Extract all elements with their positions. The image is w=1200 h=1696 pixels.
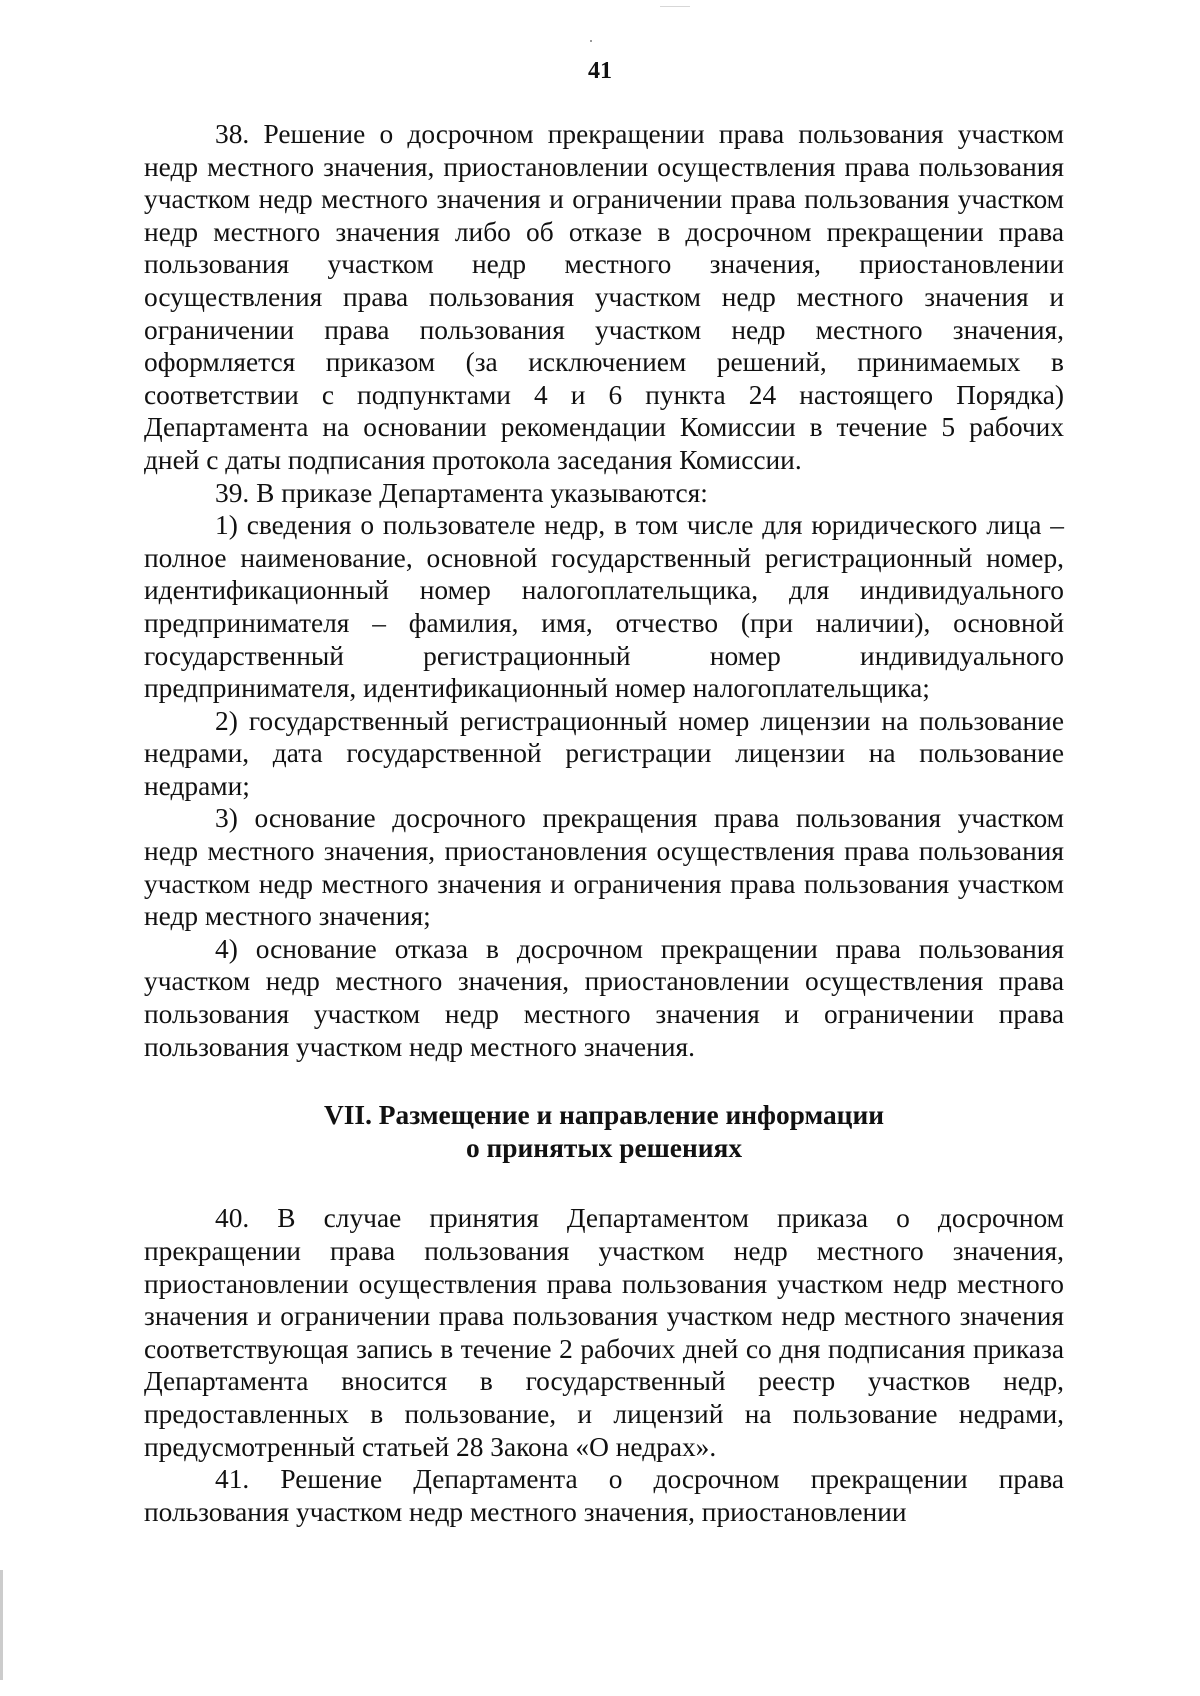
scan-speck-top xyxy=(590,40,592,42)
section-heading-line-1: VII. Размещение и направление информации xyxy=(323,1100,885,1131)
paragraph-39: 39. В приказе Департамента указываются: xyxy=(215,477,708,508)
scan-speck-top-right xyxy=(660,6,690,7)
paragraph-38: 38. Решение о досрочном прекращении права пользования участком недр местного значения, приостановлении осуществления права пользования участком недр местного значения и ограничении права пользования участком недр местного значения либо об отказе в досрочном прекращении права пользования участком недр местного значения, приостановлении осуществления права пользования участком недр местного значения и ограничении права пользования участком недр местного значения, оформляется приказом (за исключением решений, принимаемых в соответствии с подпунктами 4 и 6 пункта 24 настоящего Порядка) Департамента на основании рекомендации Комиссии в течение 5 рабочих дней с даты подписания протокола заседания Комиссии. xyxy=(144,119,1064,475)
paragraph-39-item-1: 1) сведения о пользователе недр, в том числе для юридического лица – полное наименование, основной государственный регистрационный номер, идентификационный номер налогоплательщика, для индивидуального предпринимателя – фамилия, имя, отчество (при наличии), основной государственный регистрационный номер индивидуального предпринимателя, идентификационный номер налогоплательщика; xyxy=(144,510,1064,704)
paragraph-41: 41. Решение Департамента о досрочном прекращении права пользования участком недр местного значения, приостановлении xyxy=(144,1464,1064,1527)
page-number: 41 xyxy=(588,58,612,84)
scan-edge-left xyxy=(0,1570,3,1680)
paragraph-39-item-2: 2) государственный регистрационный номер лицензии на пользование недрами, дата государственной регистрации лицензии на пользование недрами; xyxy=(144,705,1064,801)
section-heading-line-2: о принятых решениях xyxy=(465,1132,743,1163)
document-body xyxy=(144,118,1064,1528)
paragraph-39-item-3: 3) основание досрочного прекращения права пользования участком недр местного значения, приостановления осуществления права пользования участком недр местного значения и ограничения права пользования участком недр местного значения; xyxy=(144,803,1064,932)
paragraph-40: 40. В случае принятия Департаментом приказа о досрочном прекращении права пользования участком недр местного значения, приостановлении осуществления права пользования участком недр местного значения и ограничении права пользования участком недр местного значения соответствующая запись в течение 2 рабочих дней со дня подписания приказа Департамента вносится в государственный реестр участков недр, предоставленных в пользование, и лицензий на пользование недрами, предусмотренный статьей 28 Закона «О недрах». xyxy=(144,1203,1064,1462)
paragraph-39-item-4: 4) основание отказа в досрочном прекращении права пользования участком недр местного значения, приостановлении осуществления права пользования участком недр местного значения и ограничении права пользования участком недр местного значения. xyxy=(144,933,1064,1062)
section-heading xyxy=(144,1099,1064,1164)
